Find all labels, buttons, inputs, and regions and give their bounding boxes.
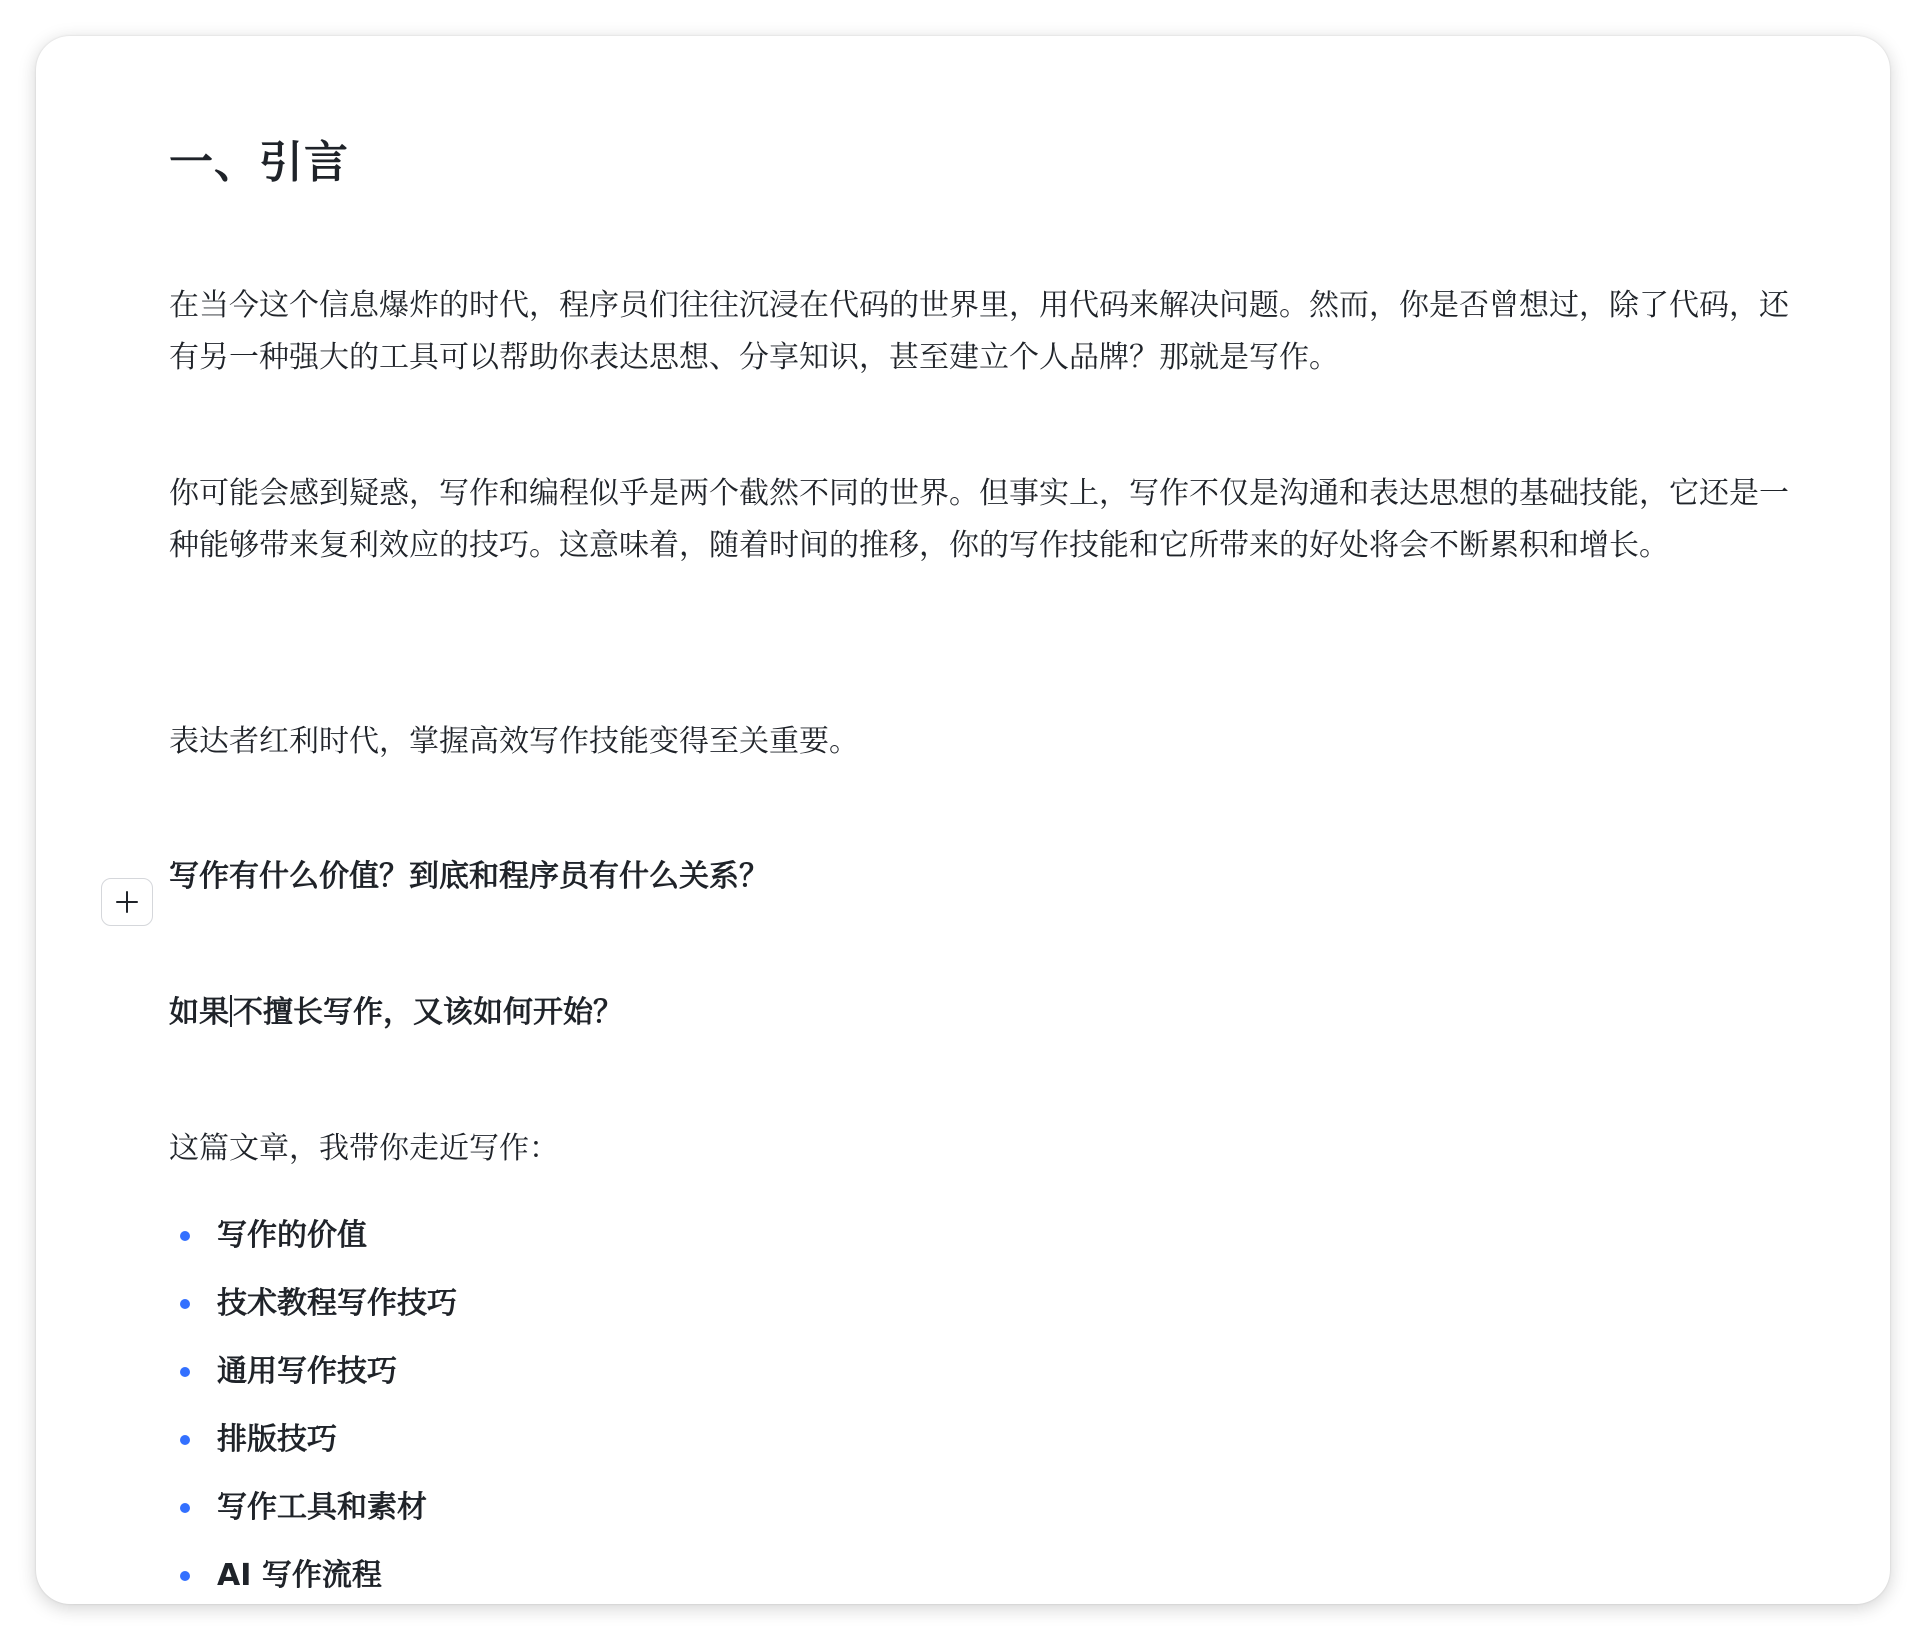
- list-item[interactable]: [169, 1338, 457, 1406]
- bold-question-start-part1: 如果: [169, 995, 229, 1030]
- list-item-label: 写作的价值: [217, 1218, 367, 1253]
- paragraph-expression-era[interactable]: 表达者红利时代，掌握高效写作技能变得至关重要。: [169, 724, 859, 759]
- paragraph-compound-effect[interactable]: 你可能会感到疑惑，写作和编程似乎是两个截然不同的世界。但事实上，写作不仅是沟通和表达思想的基础技能，它还是一种能够带来复利效应的技巧。这意味着，随着时间的推移，你的写作技能和它所带来的好处将会不断累积和增长。: [169, 476, 1789, 563]
- bullet-icon: [180, 1367, 190, 1377]
- list-item[interactable]: [169, 1270, 457, 1338]
- bold-question-start[interactable]: [169, 987, 1799, 1039]
- list-item-label: 通用写作技巧: [217, 1354, 397, 1389]
- text-cursor: [230, 995, 232, 1027]
- list-item-label: AI 写作流程: [217, 1558, 382, 1593]
- list-item-label: 写作工具和素材: [217, 1490, 427, 1525]
- bold-question-start-part2: 不擅长写作，又该如何开始？: [233, 995, 623, 1030]
- bullet-icon: [180, 1571, 190, 1581]
- list-item[interactable]: [169, 1202, 457, 1270]
- list-intro[interactable]: 这篇文章，我带你走近写作：: [169, 1131, 559, 1166]
- bullet-icon: [180, 1299, 190, 1309]
- list-item[interactable]: [169, 1542, 457, 1604]
- bullet-icon: [180, 1435, 190, 1445]
- list-item-label: 技术教程写作技巧: [217, 1286, 457, 1321]
- plus-icon: [114, 889, 140, 915]
- bold-question-value[interactable]: 写作有什么价值？到底和程序员有什么关系？: [169, 859, 769, 894]
- add-block-button[interactable]: [101, 878, 153, 926]
- section-heading[interactable]: 一、引言: [169, 137, 349, 188]
- paragraph-intro[interactable]: 在当今这个信息爆炸的时代，程序员们往往沉浸在代码的世界里，用代码来解决问题。然而，你是否曾想过，除了代码，还有另一种强大的工具可以帮助你表达思想、分享知识，甚至建立个人品牌？那就是写作。: [169, 288, 1789, 375]
- list-item[interactable]: [169, 1406, 457, 1474]
- topic-list: [169, 1202, 457, 1604]
- list-item-label: 排版技巧: [217, 1422, 337, 1457]
- document-window: [36, 36, 1890, 1604]
- bullet-icon: [180, 1503, 190, 1513]
- list-item[interactable]: [169, 1474, 457, 1542]
- bullet-icon: [180, 1231, 190, 1241]
